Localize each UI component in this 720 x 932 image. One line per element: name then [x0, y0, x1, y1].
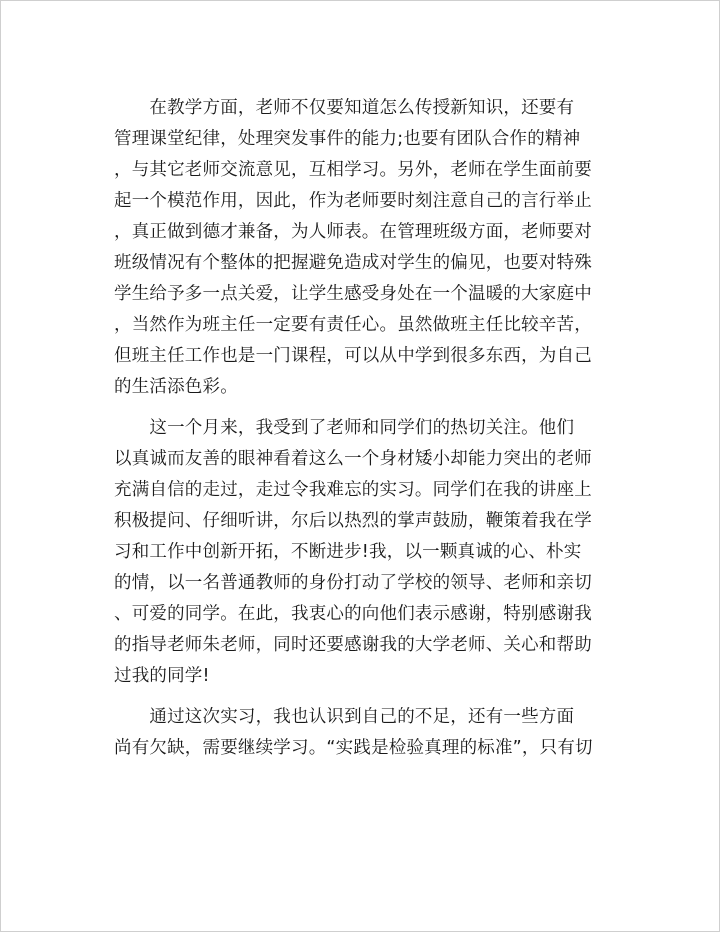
- text-line: 以真诚而友善的眼神看着这么一个身材矮小却能力突出的老师: [114, 449, 592, 469]
- text-line: ，真正做到德才兼备，为人师表。在管理班级方面，老师要对: [114, 222, 592, 242]
- text-line: 习和工作中创新开拓，不断进步!我，以一颗真诚的心、朴实: [114, 542, 582, 562]
- text-line: 在教学方面，老师不仅要知道怎么传授新知识，还要有: [114, 98, 575, 118]
- text-line: 但班主任工作也是一门课程，可以从中学到很多东西，为自己: [114, 346, 592, 366]
- text-line: 通过这次实习，我也认识到自己的不足，还有一些方面: [114, 707, 575, 727]
- text-line: 的生活添色彩。: [114, 377, 238, 397]
- paragraph-reflection: [114, 702, 609, 764]
- text-line: 积极提问、仔细听讲，尔后以热烈的掌声鼓励，鞭策着我在学: [114, 511, 592, 531]
- paragraph-spacer: [114, 403, 609, 413]
- paragraph-gratitude: [114, 413, 609, 692]
- text-line: 这一个月来，我受到了老师和同学们的热切关注。他们: [114, 418, 575, 438]
- text-line: 班级情况有个整体的把握避免造成对学生的偏见，也要对特殊: [114, 253, 592, 273]
- text-line: 充满自信的走过，走过令我难忘的实习。同学们在我的讲座上: [114, 480, 592, 500]
- text-line: 、可爱的同学。在此，我衷心的向他们表示感谢，特别感谢我: [114, 604, 592, 624]
- paragraph-teaching: [114, 93, 609, 403]
- text-line: 起一个模范作用，因此，作为老师要时刻注意自己的言行举止: [114, 191, 592, 211]
- text-line: 的情，以一名普通教师的身份打动了学校的领导、老师和亲切: [114, 573, 592, 593]
- text-line: 的指导老师朱老师，同时还要感谢我的大学老师、关心和帮助: [114, 635, 592, 655]
- text-line: 尚有欠缺，需要继续学习。“实践是检验真理的标准”，只有切: [114, 738, 593, 758]
- document-body: [114, 93, 609, 764]
- text-line: ，与其它老师交流意见，互相学习。另外，老师在学生面前要: [114, 160, 592, 180]
- text-line: ，当然作为班主任一定要有责任心。虽然做班主任比较辛苦，: [114, 315, 592, 335]
- text-line: 学生给予多一点关爱，让学生感受身处在一个温暖的大家庭中: [114, 284, 592, 304]
- text-line: 过我的同学!: [114, 666, 210, 686]
- text-line: 管理课堂纪律，处理突发事件的能力;也要有团队合作的精神: [114, 129, 581, 149]
- paragraph-spacer: [114, 692, 609, 702]
